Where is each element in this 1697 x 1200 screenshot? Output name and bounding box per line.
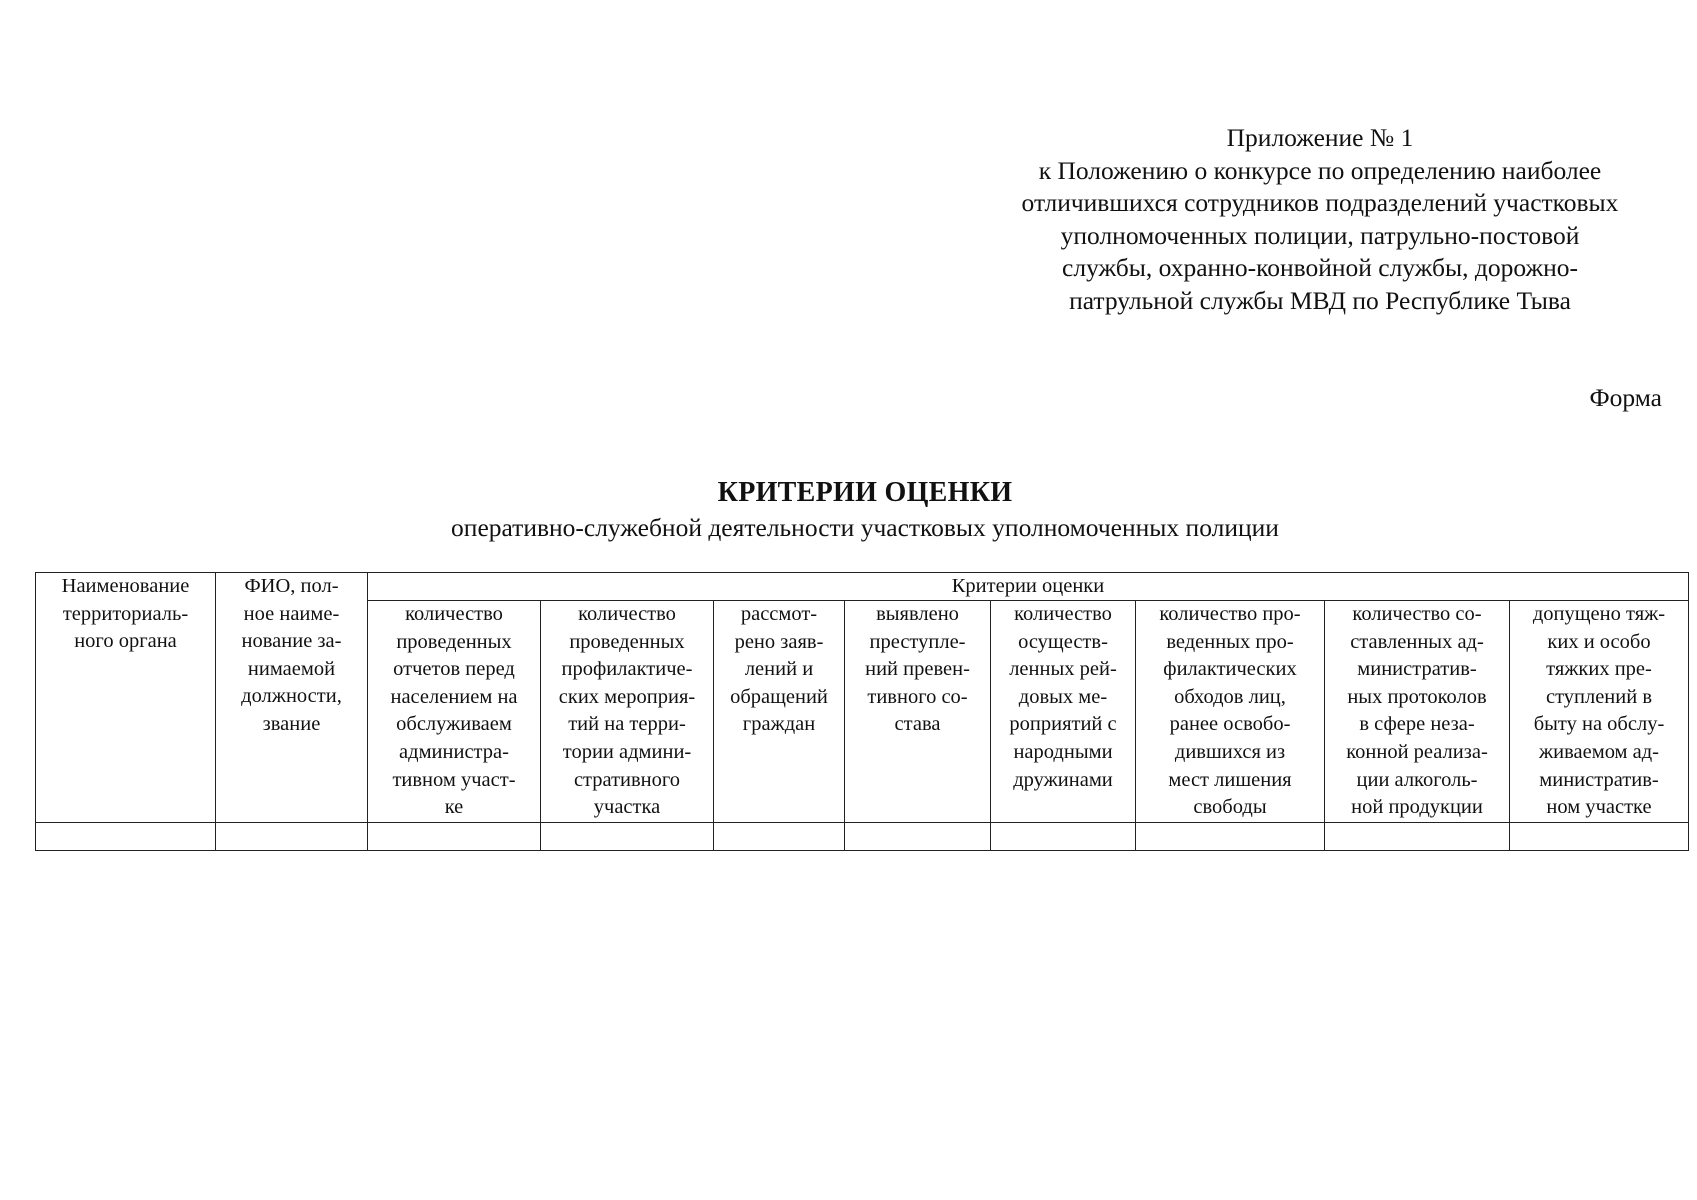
appendix-line: патрульной службы МВД по Республике Тыва [1069, 285, 1571, 315]
table-cell [845, 822, 991, 850]
header-criterion-applications: рассмот- рено заяв- лений и обращений граждан [714, 601, 845, 823]
table-row [36, 822, 1689, 850]
document-subtitle: оперативно-служебной деятельности участковых уполномоченных полиции [451, 513, 1279, 542]
header-territorial-body: Наименование территориаль- ного органа [36, 573, 216, 823]
header-criterion-raids: количество осуществ- ленных рей- довых ме- роприятий с народными дружинами [991, 601, 1136, 823]
appendix-header [960, 122, 1680, 317]
header-criterion-prevention-events: количество проведенных профилактиче- ских мероприя- тий на терри- тории админи- стративного участка [541, 601, 714, 823]
appendix-line: Приложение № 1 [1226, 123, 1414, 152]
table-cell [541, 822, 714, 850]
criteria-table [35, 572, 1689, 851]
table-cell [216, 822, 368, 850]
table-cell [991, 822, 1136, 850]
appendix-line: к Положению о конкурсе по определению наиболее [1038, 155, 1602, 185]
header-criterion-reports: количество проведенных отчетов перед населением на обслуживаем администра- тивном участ- ке [368, 601, 541, 823]
appendix-line: службы, охранно-конвойной службы, дорожно- [1062, 253, 1578, 282]
table-cell [1325, 822, 1510, 850]
document-title: КРИТЕРИИ ОЦЕНКИ [717, 477, 1013, 508]
header-criterion-protocols: количество со- ставленных ад- министратив- ных протоколов в сфере неза- конной реализа- ции алкоголь- ной продукции [1325, 601, 1510, 823]
header-criterion-serious-crimes: допущено тяж- ких и особо тяжких пре- ступлений в быту на обслу- живаемом ад- министратив- ном участке [1510, 601, 1689, 823]
header-fio-position: ФИО, пол- ное наиме- нование за- нимаемой должности, звание [216, 573, 368, 823]
table-header-row [36, 573, 1689, 601]
table-cell [1136, 822, 1325, 850]
appendix-line: отличившихся сотрудников подразделений участковых [1021, 188, 1619, 217]
form-label: Форма [1589, 383, 1662, 412]
header-criterion-visits: количество про- веденных про- филактических обходов лиц, ранее освобо- дившихся из мест лишения свободы [1136, 601, 1325, 823]
table-cell [1510, 822, 1689, 850]
header-criteria-group: Критерии оценки [368, 573, 1689, 601]
table-cell [36, 822, 216, 850]
appendix-line: уполномоченных полиции, патрульно-постовой [1060, 220, 1580, 250]
header-criterion-crimes-detected: выявлено преступле- ний превен- тивного со- става [845, 601, 991, 823]
table-cell [714, 822, 845, 850]
table-cell [368, 822, 541, 850]
